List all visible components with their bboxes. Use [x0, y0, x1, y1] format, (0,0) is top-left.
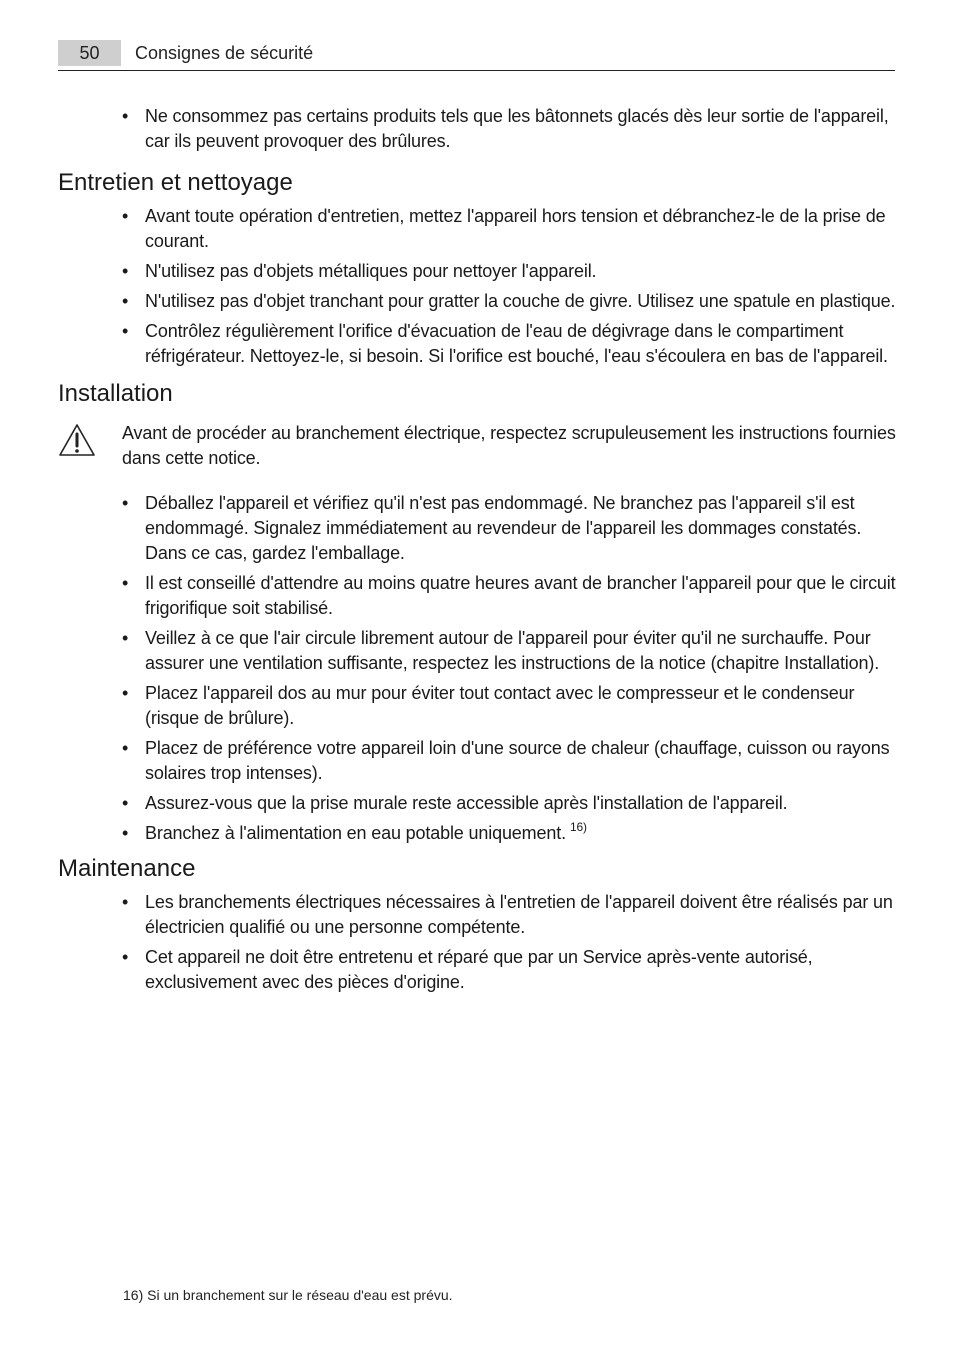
bullet: • — [122, 892, 129, 912]
list-item: • Il est conseillé d'attendre au moins quatre heures avant de brancher l'appareil pour que le circuit frigorifique soit stabilisé. — [122, 573, 896, 618]
bullet: • — [122, 291, 129, 311]
bullet: • — [122, 261, 129, 281]
list-item: • Avant toute opération d'entretien, mettez l'appareil hors tension et débranchez-le de la prise de courant. — [122, 206, 886, 251]
warning-text: Avant de procéder au branchement électrique, respectez scrupuleusement les instructions fournies dans cette notice. — [122, 423, 896, 468]
bullet: • — [122, 321, 129, 341]
page-header — [58, 40, 895, 71]
entretien-list — [58, 204, 898, 369]
list-item: • Cet appareil ne doit être entretenu et réparé que par un Service après-vente autorisé, exclusivement avec des pièces d'origine. — [122, 947, 813, 992]
footnote-reference[interactable]: 16) — [569, 820, 587, 834]
footnote: 16) Si un branchement sur le réseau d'eau est prévu. — [123, 1287, 453, 1303]
bullet: • — [122, 206, 129, 226]
warning-notice — [58, 421, 898, 471]
bullet: • — [122, 823, 129, 843]
bullet: • — [122, 793, 129, 813]
bullet: • — [122, 573, 129, 593]
list-item: • Ne consommez pas certains produits tels que les bâtonnets glacés dès leur sortie de l'appareil, car ils peuvent provoquer des brûlures. — [122, 106, 889, 151]
list-item: • Placez de préférence votre appareil loin d'une source de chaleur (chauffage, cuisson ou rayons solaires trop intenses). — [122, 738, 890, 783]
list-item: • N'utilisez pas d'objets métalliques pour nettoyer l'appareil. — [58, 259, 898, 284]
list-item: • N'utilisez pas d'objet tranchant pour gratter la couche de givre. Utilisez une spatule en plastique. — [58, 289, 898, 314]
maintenance-list — [58, 890, 898, 995]
bullet: • — [122, 628, 129, 648]
list-item: • Placez l'appareil dos au mur pour éviter tout contact avec le compresseur et le condenseur (risque de brûlure). — [122, 683, 855, 728]
bullet: • — [122, 738, 129, 758]
list-item: • Déballez l'appareil et vérifiez qu'il n'est pas endommagé. Ne branchez pas l'appareil s'il est endommagé. Signalez immédiatement au revendeur de l'appareil les dommages constatés. Dans ce cas, gardez l'emballage. — [122, 493, 862, 563]
list-item: • Contrôlez régulièrement l'orifice d'évacuation de l'eau de dégivrage dans le compartiment réfrigérateur. Nettoyez-le, si besoin. Si l'orifice est bouché, l'eau s'écoulera en bas de l'appareil. — [122, 321, 888, 366]
list-item: • Branchez à l'alimentation en eau potable uniquement. $^{16)}$ — [58, 821, 898, 846]
page-content — [58, 104, 898, 1000]
list-item: • Assurez-vous que la prise murale reste accessible après l'installation de l'appareil. — [58, 791, 898, 816]
bullet: • — [122, 683, 129, 703]
list-item: • Les branchements électriques nécessaires à l'entretien de l'appareil doivent être réalisés par un électricien qualifié ou une personne compétente. — [122, 892, 893, 937]
section-heading-entretien: Entretien et nettoyage — [58, 169, 293, 196]
section-heading-maintenance: Maintenance — [58, 855, 196, 882]
installation-list — [58, 491, 898, 846]
bullet: • — [122, 947, 129, 967]
intro-list — [58, 104, 898, 154]
warning-triangle-icon — [58, 423, 96, 457]
running-header-title: Consignes de sécurité — [135, 43, 314, 63]
section-heading-installation: Installation — [58, 380, 173, 407]
list-item: • Veillez à ce que l'air circule librement autour de l'appareil pour éviter qu'il ne surchauffe. Pour assurer une ventilation suffisante, respectez les instructions de la notice (chapitre Installation). — [122, 628, 880, 673]
bullet: • — [122, 106, 129, 126]
bullet: • — [122, 493, 129, 513]
page-number: 50 — [58, 40, 121, 66]
